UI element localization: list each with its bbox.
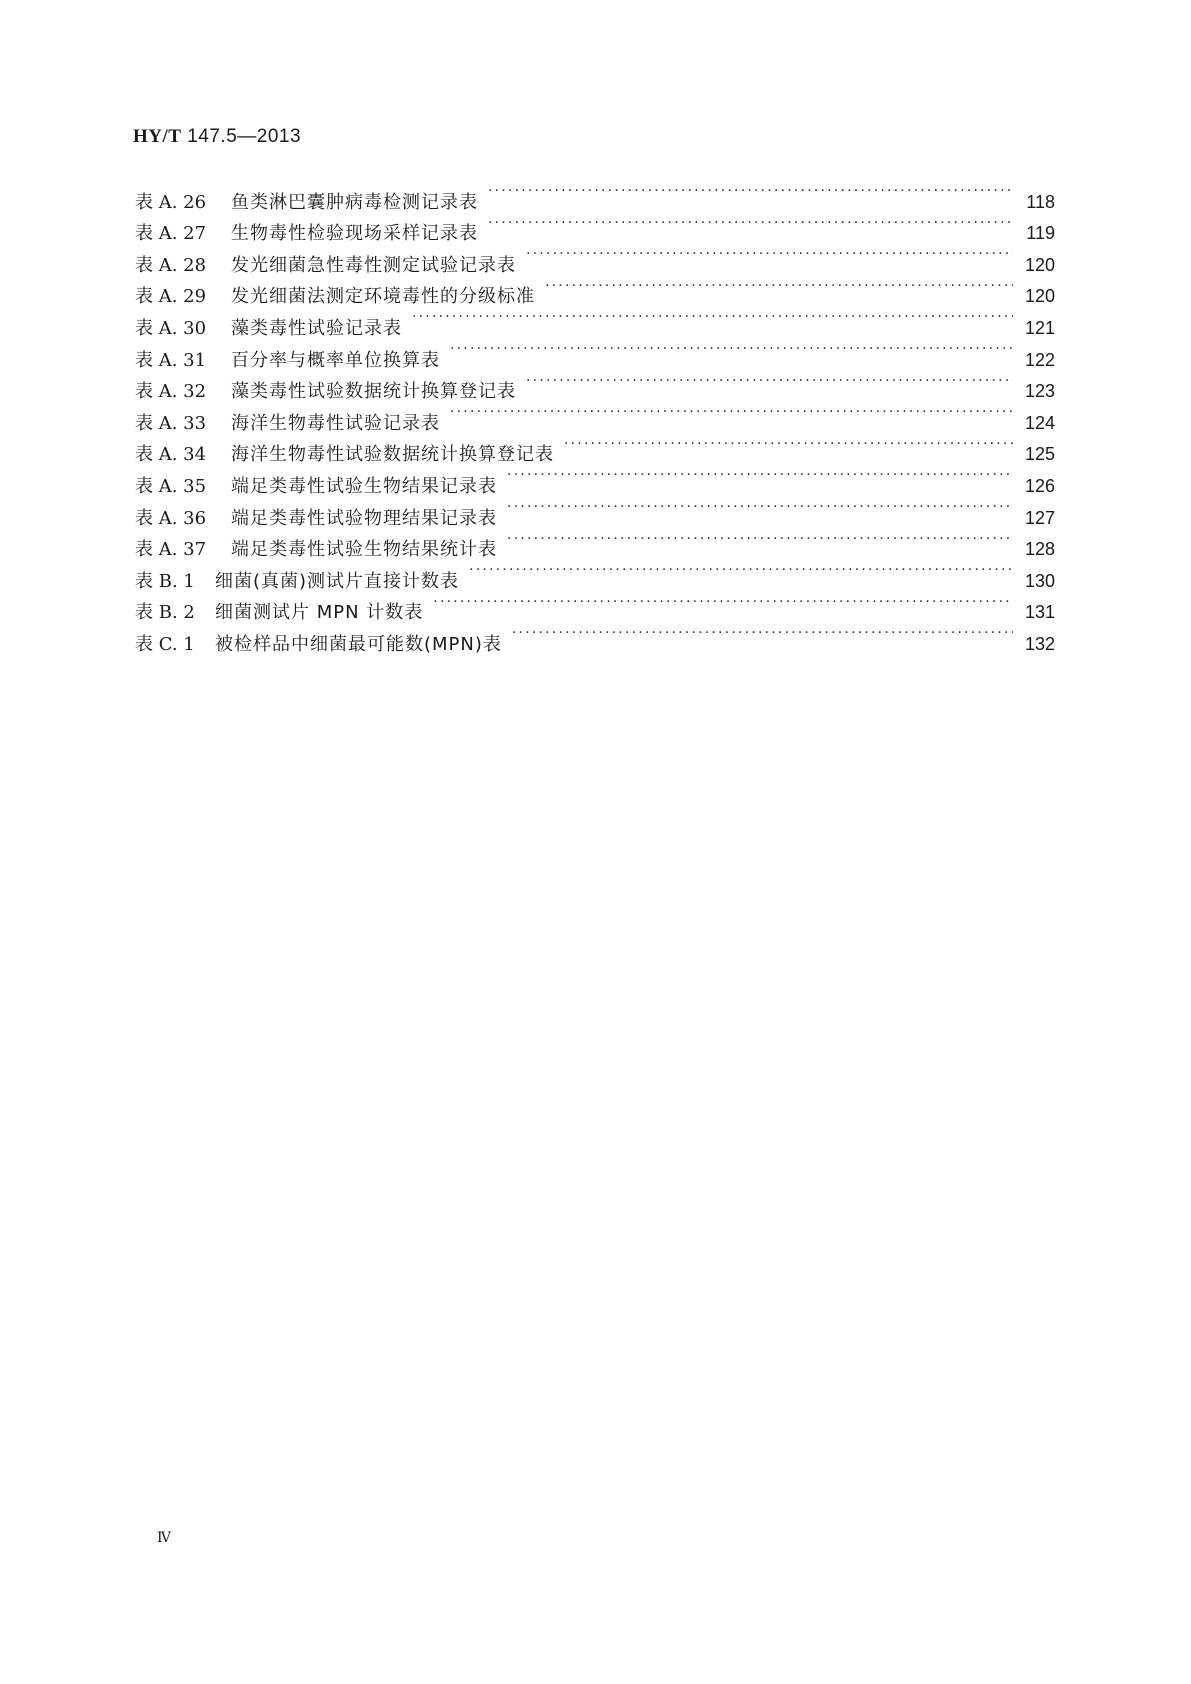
- toc-entry-number: 表 A. 30: [135, 317, 207, 339]
- toc-entry-page: 119: [1026, 223, 1055, 244]
- toc-entry-number: 表 A. 26: [135, 191, 207, 213]
- toc-entry-title: 发光细菌急性毒性测定试验记录表: [231, 254, 516, 276]
- toc-entry-title: 细菌测试片 MPN 计数表: [215, 602, 424, 624]
- toc-entry-title: 端足类毒性试验物理结果记录表: [231, 507, 497, 529]
- toc-dot-leader: [545, 271, 1013, 303]
- toc-entry-page: 128: [1024, 539, 1055, 560]
- toc-entry-number: 表 A. 33: [135, 412, 207, 434]
- toc-entry-number: 表 A. 34: [135, 444, 207, 466]
- toc-dot-leader: [469, 555, 1013, 587]
- toc-dot-leader: [564, 429, 1013, 461]
- toc-dot-leader: [450, 334, 1013, 366]
- toc-entry-number: 表 C. 1: [135, 633, 195, 655]
- toc-entry-number: 表 A. 31: [135, 349, 207, 371]
- toc-dot-leader: [526, 366, 1013, 398]
- toc-entry-page: 120: [1024, 254, 1055, 275]
- toc-entry[interactable]: [135, 176, 1055, 213]
- toc-entry-number: 表 A. 35: [135, 475, 207, 497]
- toc-dot-leader: [526, 239, 1013, 271]
- toc-entry-title: 藻类毒性试验数据统计换算登记表: [231, 381, 516, 403]
- toc-entry-page: 120: [1024, 286, 1055, 307]
- toc-entry-page: 132: [1024, 633, 1055, 654]
- toc-entry-page: 127: [1024, 507, 1055, 528]
- toc-dot-leader: [507, 524, 1013, 556]
- toc-entry-title: 生物毒性检验现场采样记录表: [231, 223, 478, 245]
- toc-entry-title: 细菌(真菌)测试片直接计数表: [215, 570, 460, 592]
- toc-entry-title: 端足类毒性试验生物结果统计表: [231, 539, 497, 561]
- toc-entry-title: 海洋生物毒性试验数据统计换算登记表: [231, 444, 554, 466]
- toc-entry-title: 海洋生物毒性试验记录表: [231, 412, 440, 434]
- toc-entry-title: 藻类毒性试验记录表: [231, 317, 402, 339]
- toc-entry-number: 表 A. 27: [135, 223, 207, 245]
- toc-entry-page: 121: [1024, 317, 1055, 338]
- standard-number: 147.5—2013: [187, 126, 302, 147]
- toc-entry-page: 118: [1026, 191, 1055, 212]
- toc-entry-page: 131: [1024, 602, 1055, 623]
- toc-entry-page: 125: [1024, 444, 1055, 465]
- page-number: Ⅳ: [157, 1530, 171, 1546]
- toc-entry-number: 表 A. 28: [135, 254, 207, 276]
- document-header: [133, 126, 301, 148]
- toc-dot-leader: [507, 492, 1013, 524]
- toc-dot-leader: [507, 460, 1013, 492]
- toc-dot-leader: [512, 618, 1013, 650]
- toc-entry-number: 表 A. 32: [135, 381, 207, 403]
- standard-code: HY/T: [133, 126, 182, 147]
- toc-dot-leader: [488, 208, 1013, 240]
- toc-entry-title: 端足类毒性试验生物结果记录表: [231, 475, 497, 497]
- toc-entry-number: 表 A. 29: [135, 286, 207, 308]
- toc-entry-number: 表 B. 1: [135, 570, 195, 592]
- toc-entry-number: 表 B. 2: [135, 602, 195, 624]
- toc-entry-number: 表 A. 36: [135, 507, 207, 529]
- toc-entry-number: 表 A. 37: [135, 539, 207, 561]
- toc-entry-title: 鱼类淋巴囊肿病毒检测记录表: [231, 191, 478, 213]
- toc-entry-title: 被检样品中细菌最可能数(MPN)表: [215, 633, 502, 655]
- toc-dot-leader: [488, 176, 1013, 208]
- toc-dot-leader: [433, 587, 1013, 619]
- toc-entry-page: 124: [1024, 412, 1055, 433]
- toc-entry-page: 122: [1024, 349, 1055, 370]
- toc-entry-page: 123: [1024, 381, 1055, 402]
- toc-entry-title: 发光细菌法测定环境毒性的分级标准: [231, 286, 535, 308]
- toc-entry-title: 百分率与概率单位换算表: [231, 349, 440, 371]
- toc-dot-leader: [450, 397, 1013, 429]
- table-of-contents: [135, 176, 1055, 655]
- toc-entry-page: 130: [1024, 570, 1055, 591]
- toc-entry-page: 126: [1024, 475, 1055, 496]
- toc-dot-leader: [412, 302, 1013, 334]
